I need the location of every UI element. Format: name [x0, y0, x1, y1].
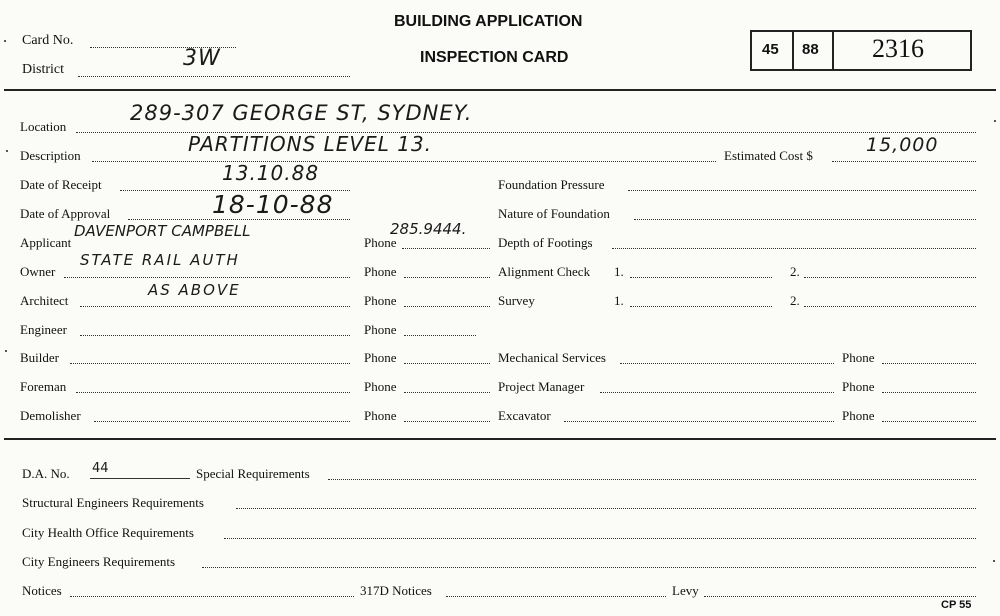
city-engineers-label: City Engineers Requirements [22, 554, 176, 569]
district-field[interactable] [78, 76, 350, 77]
card-number-box [750, 30, 972, 71]
location-label: Location [20, 119, 67, 134]
excavator-field[interactable] [564, 421, 834, 422]
depth-of-footings-label: Depth of Footings [498, 235, 593, 250]
structural-engineers-field[interactable] [236, 508, 976, 509]
date-of-approval-label: Date of Approval [20, 206, 111, 221]
alignment-check-1-label: 1. [614, 264, 624, 279]
notices-317d-label: 317D Notices [360, 583, 432, 598]
city-health-field[interactable] [224, 538, 976, 539]
applicant-phone-value: 285.9444. [390, 220, 467, 238]
form-title: BUILDING APPLICATION [394, 13, 583, 30]
date-of-receipt-value: 13.10.88 [222, 161, 320, 185]
notices-317d-field[interactable] [446, 596, 666, 597]
scan-speck [6, 150, 8, 152]
foreman-label: Foreman [20, 379, 67, 394]
foreman-phone-field[interactable] [404, 392, 490, 393]
engineer-field[interactable] [80, 335, 350, 336]
survey-label: Survey [498, 293, 535, 308]
project-manager-phone-label: Phone [842, 379, 875, 394]
city-health-label: City Health Office Requirements [22, 525, 194, 540]
architect-phone-field[interactable] [404, 306, 490, 307]
architect-value: AS ABOVE [148, 281, 241, 299]
description-field[interactable] [92, 161, 716, 162]
scan-speck [994, 120, 996, 122]
depth-of-footings-field[interactable] [612, 248, 976, 249]
foundation-pressure-label: Foundation Pressure [498, 177, 605, 192]
survey-1-label: 1. [614, 293, 624, 308]
owner-value: STATE RAIL AUTH [80, 251, 240, 269]
foreman-phone-label: Phone [364, 379, 397, 394]
alignment-check-1-field[interactable] [630, 277, 772, 278]
mechanical-services-label: Mechanical Services [498, 350, 606, 365]
da-no-value: 44 [92, 461, 109, 476]
card-box-a: 45 [762, 41, 779, 58]
engineer-phone-label: Phone [364, 322, 397, 337]
city-engineers-field[interactable] [202, 567, 976, 568]
levy-field[interactable] [704, 596, 976, 597]
estimated-cost-field[interactable] [832, 161, 976, 162]
foundation-pressure-field[interactable] [628, 190, 976, 191]
mechanical-services-phone-field[interactable] [882, 363, 976, 364]
mechanical-services-phone-label: Phone [842, 350, 875, 365]
demolisher-label: Demolisher [20, 408, 81, 423]
excavator-label: Excavator [498, 408, 551, 423]
project-manager-field[interactable] [600, 392, 834, 393]
alignment-check-2-field[interactable] [804, 277, 976, 278]
levy-label: Levy [672, 583, 699, 598]
applicant-phone-field[interactable] [402, 248, 490, 249]
card-box-b: 88 [802, 41, 819, 58]
alignment-check-label: Alignment Check [498, 264, 591, 279]
card-number: 2316 [872, 34, 924, 63]
builder-phone-field[interactable] [404, 363, 490, 364]
form-code: CP 55 [941, 599, 972, 611]
da-no-label: D.A. No. [22, 466, 70, 481]
location-value: 289-307 GEORGE ST, SYDNEY. [130, 101, 473, 125]
owner-field[interactable] [64, 277, 350, 278]
owner-phone-label: Phone [364, 264, 397, 279]
estimated-cost-label: Estimated Cost $ [724, 148, 813, 163]
scan-speck [4, 40, 6, 42]
applicant-value: DAVENPORT CAMPBELL [74, 222, 251, 240]
builder-field[interactable] [70, 363, 350, 364]
engineer-label: Engineer [20, 322, 67, 337]
owner-label: Owner [20, 264, 56, 279]
excavator-phone-label: Phone [842, 408, 875, 423]
structural-engineers-label: Structural Engineers Requirements [22, 495, 204, 510]
architect-phone-label: Phone [364, 293, 397, 308]
builder-phone-label: Phone [364, 350, 397, 365]
da-no-field[interactable] [90, 478, 190, 479]
scan-speck [993, 560, 995, 562]
date-of-receipt-label: Date of Receipt [20, 177, 102, 192]
applicant-phone-label: Phone [364, 235, 397, 250]
survey-1-field[interactable] [630, 306, 772, 307]
scan-speck [5, 350, 7, 352]
date-of-approval-field[interactable] [128, 219, 350, 220]
nature-of-foundation-label: Nature of Foundation [498, 206, 610, 221]
estimated-cost-value: 15,000 [866, 134, 939, 156]
demolisher-field[interactable] [94, 421, 350, 422]
foreman-field[interactable] [76, 392, 350, 393]
form-subtitle: INSPECTION CARD [420, 49, 569, 66]
excavator-phone-field[interactable] [882, 421, 976, 422]
project-manager-phone-field[interactable] [882, 392, 976, 393]
district-label: District [22, 62, 64, 77]
nature-of-foundation-field[interactable] [634, 219, 976, 220]
demolisher-phone-label: Phone [364, 408, 397, 423]
demolisher-phone-field[interactable] [404, 421, 490, 422]
survey-2-field[interactable] [804, 306, 976, 307]
middle-rule [4, 438, 996, 440]
date-of-approval-value: 18-10-88 [212, 190, 334, 219]
alignment-check-2-label: 2. [790, 264, 800, 279]
card-no-label: Card No. [22, 33, 74, 48]
owner-phone-field[interactable] [404, 277, 490, 278]
survey-2-label: 2. [790, 293, 800, 308]
special-requirements-field[interactable] [328, 479, 976, 480]
engineer-phone-field[interactable] [404, 335, 476, 336]
description-label: Description [20, 148, 81, 163]
builder-label: Builder [20, 350, 59, 365]
notices-field[interactable] [70, 596, 354, 597]
district-value: 3W [183, 46, 221, 71]
description-value: PARTITIONS LEVEL 13. [188, 132, 433, 156]
project-manager-label: Project Manager [498, 379, 585, 394]
notices-label: Notices [22, 583, 62, 598]
architect-label: Architect [20, 293, 69, 308]
mechanical-services-field[interactable] [620, 363, 834, 364]
special-requirements-label: Special Requirements [196, 466, 310, 481]
architect-field[interactable] [80, 306, 350, 307]
applicant-label: Applicant [20, 235, 72, 250]
header-rule [4, 89, 996, 91]
